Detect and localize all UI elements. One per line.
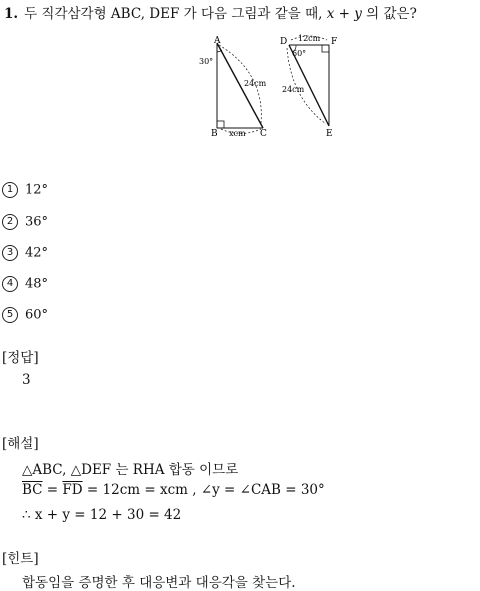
choice-3[interactable] xyxy=(2,245,48,261)
label-hyp-abc: 24cm xyxy=(244,79,267,88)
choice-marker: 1 xyxy=(2,182,18,198)
choice-text: 60° xyxy=(25,307,49,323)
choice-1[interactable] xyxy=(2,182,48,198)
answer-value: 3 xyxy=(22,372,31,388)
label-hyp-def: 24cm xyxy=(282,85,305,94)
explanation-line-2: $\overline{BC} = \overline{FD} = 12cm$ = xcm , ∠y = ∠CAB = 30° xyxy=(22,482,325,498)
question-text: 두 직각삼각형 ABC, DEF 가 다음 그림과 같을 때, xyxy=(24,6,323,22)
choice-text: 12° xyxy=(25,182,49,198)
hint-text: 합동임을 증명한 후 대응변과 대응각을 찾는다. xyxy=(22,575,296,591)
choice-4[interactable] xyxy=(2,276,48,292)
triangles-diagram xyxy=(195,28,345,140)
explanation-label: [해설] xyxy=(2,436,39,452)
hint-label: [힌트] xyxy=(2,551,39,567)
choice-text: 42° xyxy=(25,245,49,261)
label-c: C xyxy=(260,129,267,139)
choice-text: 36° xyxy=(25,214,49,230)
label-d: D xyxy=(280,37,288,47)
question-text-end: 의 값은? xyxy=(361,6,417,22)
right-angle-f xyxy=(322,45,329,52)
question-title xyxy=(4,2,417,22)
triangles-figure xyxy=(195,28,345,140)
question-math: x + y xyxy=(326,6,362,22)
label-top-df: 12cm xyxy=(298,34,321,43)
segment-fd-text: $\overline{FD}$ xyxy=(62,482,83,498)
question-number: 1. xyxy=(4,6,19,22)
choice-2[interactable] xyxy=(2,214,48,230)
choice-marker: 4 xyxy=(2,276,18,292)
label-e: E xyxy=(326,129,333,139)
right-angle-b xyxy=(217,121,224,128)
explanation-line-1: △ABC, △DEF 는 RHA 합동 이므로 xyxy=(22,462,239,478)
answer-label: [정답] xyxy=(2,350,39,366)
choice-marker: 3 xyxy=(2,245,18,261)
label-angle-a: 30° xyxy=(199,57,214,66)
choice-5[interactable] xyxy=(2,307,48,323)
choice-marker: 2 xyxy=(2,214,18,230)
explanation-line-3: ∴ x + y = 12 + 30 = 42 xyxy=(22,507,182,523)
segment-bc-text: $\overline{BC}$ xyxy=(22,482,43,498)
choice-text: 48° xyxy=(25,276,49,292)
label-b: B xyxy=(211,129,218,139)
label-a: A xyxy=(214,36,221,46)
label-f: F xyxy=(331,37,338,47)
choice-marker: 5 xyxy=(2,307,18,323)
label-base-bc: xcm xyxy=(229,129,246,138)
label-angle-d: 60° xyxy=(292,49,307,58)
